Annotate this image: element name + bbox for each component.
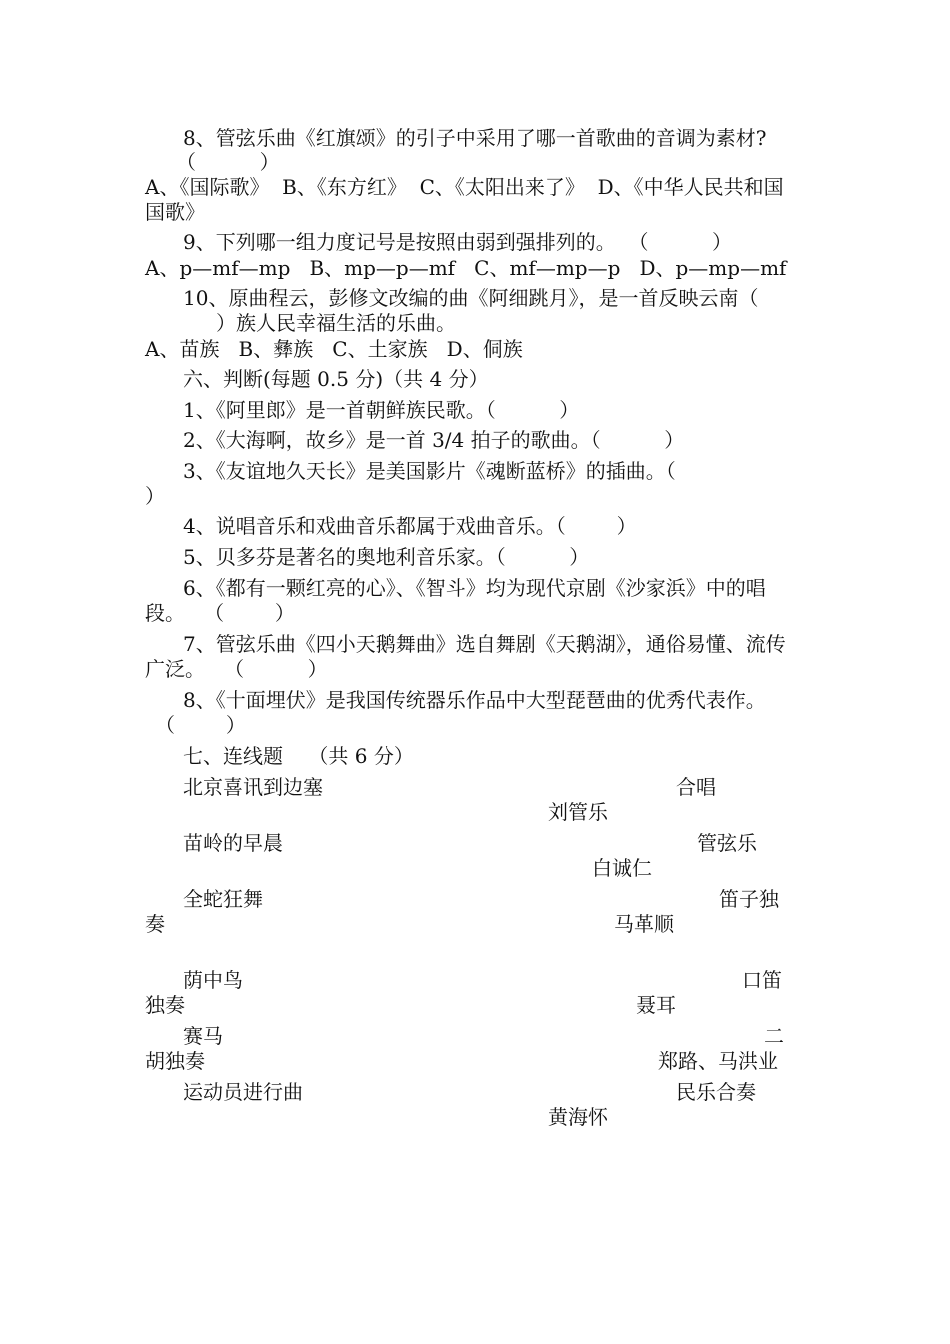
judge-item-4: 4、说唱音乐和戏曲音乐都属于戏曲音乐。（ ） [183,514,637,538]
match-genre-4: 口笛 [742,968,782,992]
judge-item-8: 8、《十面埋伏》是我国传统器乐作品中大型琵琶曲的优秀代表作。 [183,688,766,712]
match-genre-3-cont: 奏 [145,912,165,936]
match-composer-4: 聂耳 [636,993,676,1017]
section6-title: 六、判断(每题 0.5 分)（共 4 分） [183,367,489,391]
match-genre-3: 笛子独 [719,887,779,911]
match-composer-5: 郑路、马洪业 [658,1049,778,1073]
judge-item-8-cont: （ ） [155,713,246,737]
match-work-3: 全蛇狂舞 [183,887,263,911]
q8-line1: 8、管弦乐曲《红旗颂》的引子中采用了哪一首歌曲的音调为素材? [183,126,767,150]
q10-line1: 10、原曲程云，彭修文改编的曲《阿细跳月》，是一首反映云南（ [183,286,759,310]
match-composer-2: 白诚仁 [592,856,652,880]
judge-item-2: 2、《大海啊，故乡》是一首 3/4 拍子的歌曲。（ ） [183,428,685,452]
match-composer-3: 马革顺 [614,912,674,936]
match-work-4: 荫中鸟 [183,968,243,992]
match-genre-5: 二 [764,1024,784,1048]
match-work-2: 苗岭的早晨 [183,831,283,855]
match-composer-1: 刘管乐 [548,800,608,824]
q8-answer-blank: （ ） [176,150,280,174]
match-genre-1: 合唱 [676,775,716,799]
q8-options-line2: 国歌》 [145,200,205,224]
match-genre-6: 民乐合奏 [676,1080,756,1104]
judge-item-6-cont: 段。 （ ） [145,601,295,625]
judge-item-3-cont: ） [145,484,165,508]
q10-options: A、苗族 B、彝族 C、土家族 D、侗族 [145,337,523,361]
judge-item-3: 3、《友谊地久天长》是美国影片《魂断蓝桥》的插曲。（ [183,459,676,483]
match-work-1: 北京喜讯到边塞 [183,775,323,799]
judge-item-1: 1、《阿里郎》是一首朝鲜族民歌。（ ） [183,398,580,422]
match-work-5: 赛马 [183,1024,223,1048]
q8-options-line1: A、《国际歌》 B、《东方红》 C、《太阳出来了》 D、《中华人民共和国 [145,175,784,199]
q9-options: A、p—mf—mp B、mp—p—mf C、mf—mp—p D、p—mp—mf [145,256,787,280]
match-composer-6: 黄海怀 [548,1105,608,1129]
match-work-6: 运动员进行曲 [183,1080,303,1104]
judge-item-7: 7、管弦乐曲《四小天鹅舞曲》选自舞剧《天鹅湖》，通俗易懂、流传 [183,632,786,656]
match-genre-2: 管弦乐 [697,831,757,855]
q9-line1: 9、下列哪一组力度记号是按照由弱到强排列的。 （ ） [183,230,733,254]
judge-item-5: 5、贝多芬是著名的奥地利音乐家。（ ） [183,545,590,569]
section7-title: 七、连线题 （共 6 分） [183,744,414,768]
match-genre-5-cont: 胡独奏 [145,1049,205,1073]
match-genre-4-cont: 独奏 [145,993,185,1017]
q10-line2: ）族人民幸福生活的乐曲。 [216,311,456,335]
judge-item-7-cont: 广泛。 （ ） [145,657,328,681]
judge-item-6: 6、《都有一颗红亮的心》、《智斗》均为现代京剧《沙家浜》中的唱 [183,576,766,600]
